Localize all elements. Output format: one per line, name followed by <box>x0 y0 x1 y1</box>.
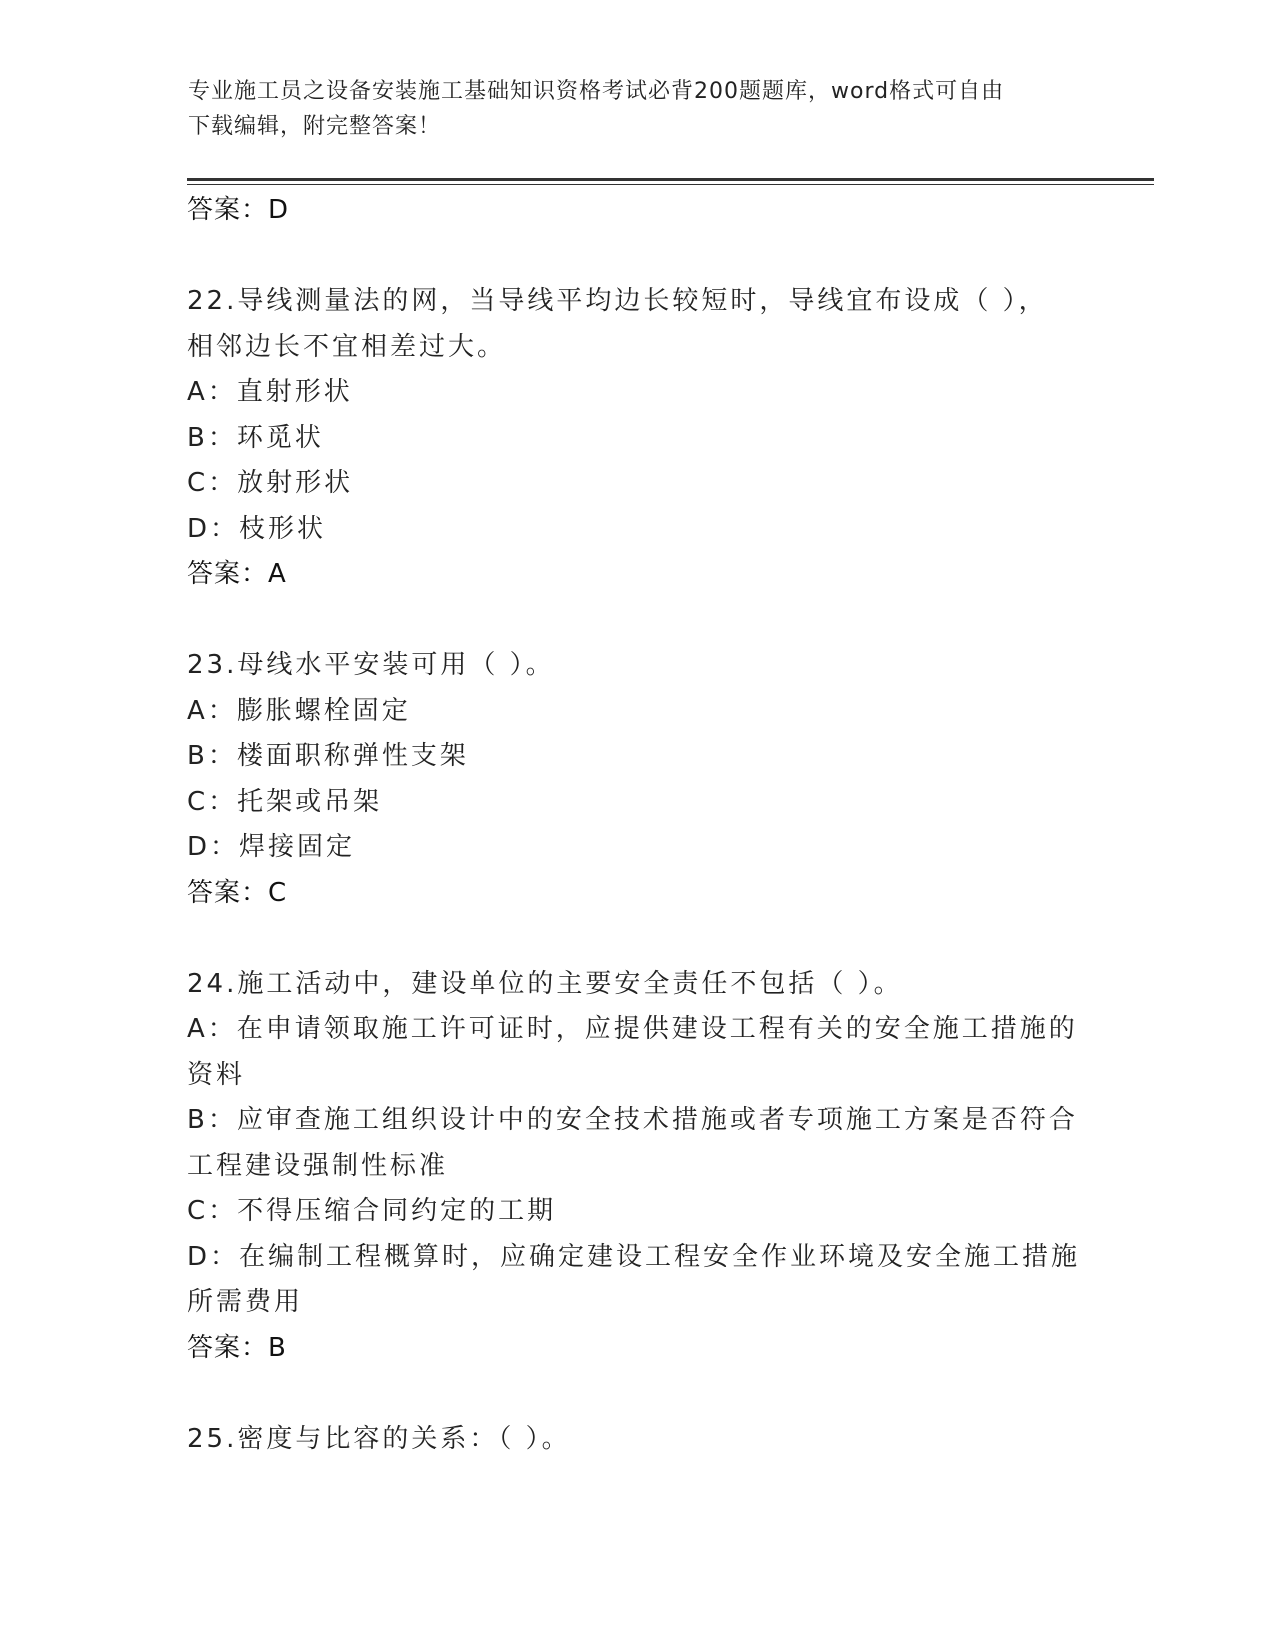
question-stem: 22.导线测量法的网，当导线平均边长较短时，导线宜布设成（ ）， <box>187 286 1048 316</box>
spacer <box>187 1371 1087 1417</box>
spacer <box>187 916 1087 962</box>
header-line-2: 下载编辑，附完整答案！ <box>188 114 442 139</box>
question-25 <box>187 1417 1087 1463</box>
option-d: D：枝形状 <box>187 513 327 544</box>
option-a: A：直射形状 <box>187 377 353 407</box>
option-b-continued: 工程建设强制性标准 <box>187 1150 449 1181</box>
answer-line: 答案：A <box>187 559 287 589</box>
question-stem: 24.施工活动中，建设单位的主要安全责任不包括（ ）。 <box>187 968 903 999</box>
option-d: D：在编制工程概算时，应确定建设工程安全作业环境及安全施工措施 <box>187 1241 1081 1272</box>
question-stem: 25.密度与比容的关系：（ ）。 <box>187 1423 571 1454</box>
header-divider-thin <box>187 184 1154 185</box>
question-22 <box>187 279 1087 598</box>
option-c: C：放射形状 <box>187 468 354 498</box>
option-a: A：在申请领取施工许可证时，应提供建设工程有关的安全施工措施的 <box>187 1014 1078 1044</box>
option-c: C：托架或吊架 <box>187 786 383 817</box>
option-d: D：焊接固定 <box>187 832 356 862</box>
spacer <box>187 598 1087 644</box>
question-stem: 相邻边长不宜相差过大。 <box>187 331 507 362</box>
page-header <box>188 74 1088 144</box>
question-24 <box>187 962 1087 1372</box>
option-b: B：楼面职称弹性支架 <box>187 741 469 771</box>
header-line-1: 专业施工员之设备安装施工基础知识资格考试必背200题题库，word格式可自由 <box>188 79 1005 104</box>
answer-line: 答案：B <box>187 1332 287 1363</box>
question-23 <box>187 643 1087 916</box>
header-divider-thick <box>187 178 1154 181</box>
question-stem: 23.母线水平安装可用（ ）。 <box>187 650 555 680</box>
question-list <box>187 188 1087 1462</box>
previous-answer: 答案：D <box>187 195 290 225</box>
answer-line: 答案：C <box>187 877 288 908</box>
option-a-continued: 资料 <box>187 1059 246 1090</box>
spacer <box>187 234 1087 280</box>
option-c: C：不得压缩合同约定的工期 <box>187 1196 557 1226</box>
option-b: B：环觅状 <box>187 422 324 453</box>
option-a: A：膨胀螺栓固定 <box>187 695 411 726</box>
option-b: B：应审查施工组织设计中的安全技术措施或者专项施工方案是否符合 <box>187 1105 1078 1135</box>
option-d-continued: 所需费用 <box>187 1287 304 1317</box>
